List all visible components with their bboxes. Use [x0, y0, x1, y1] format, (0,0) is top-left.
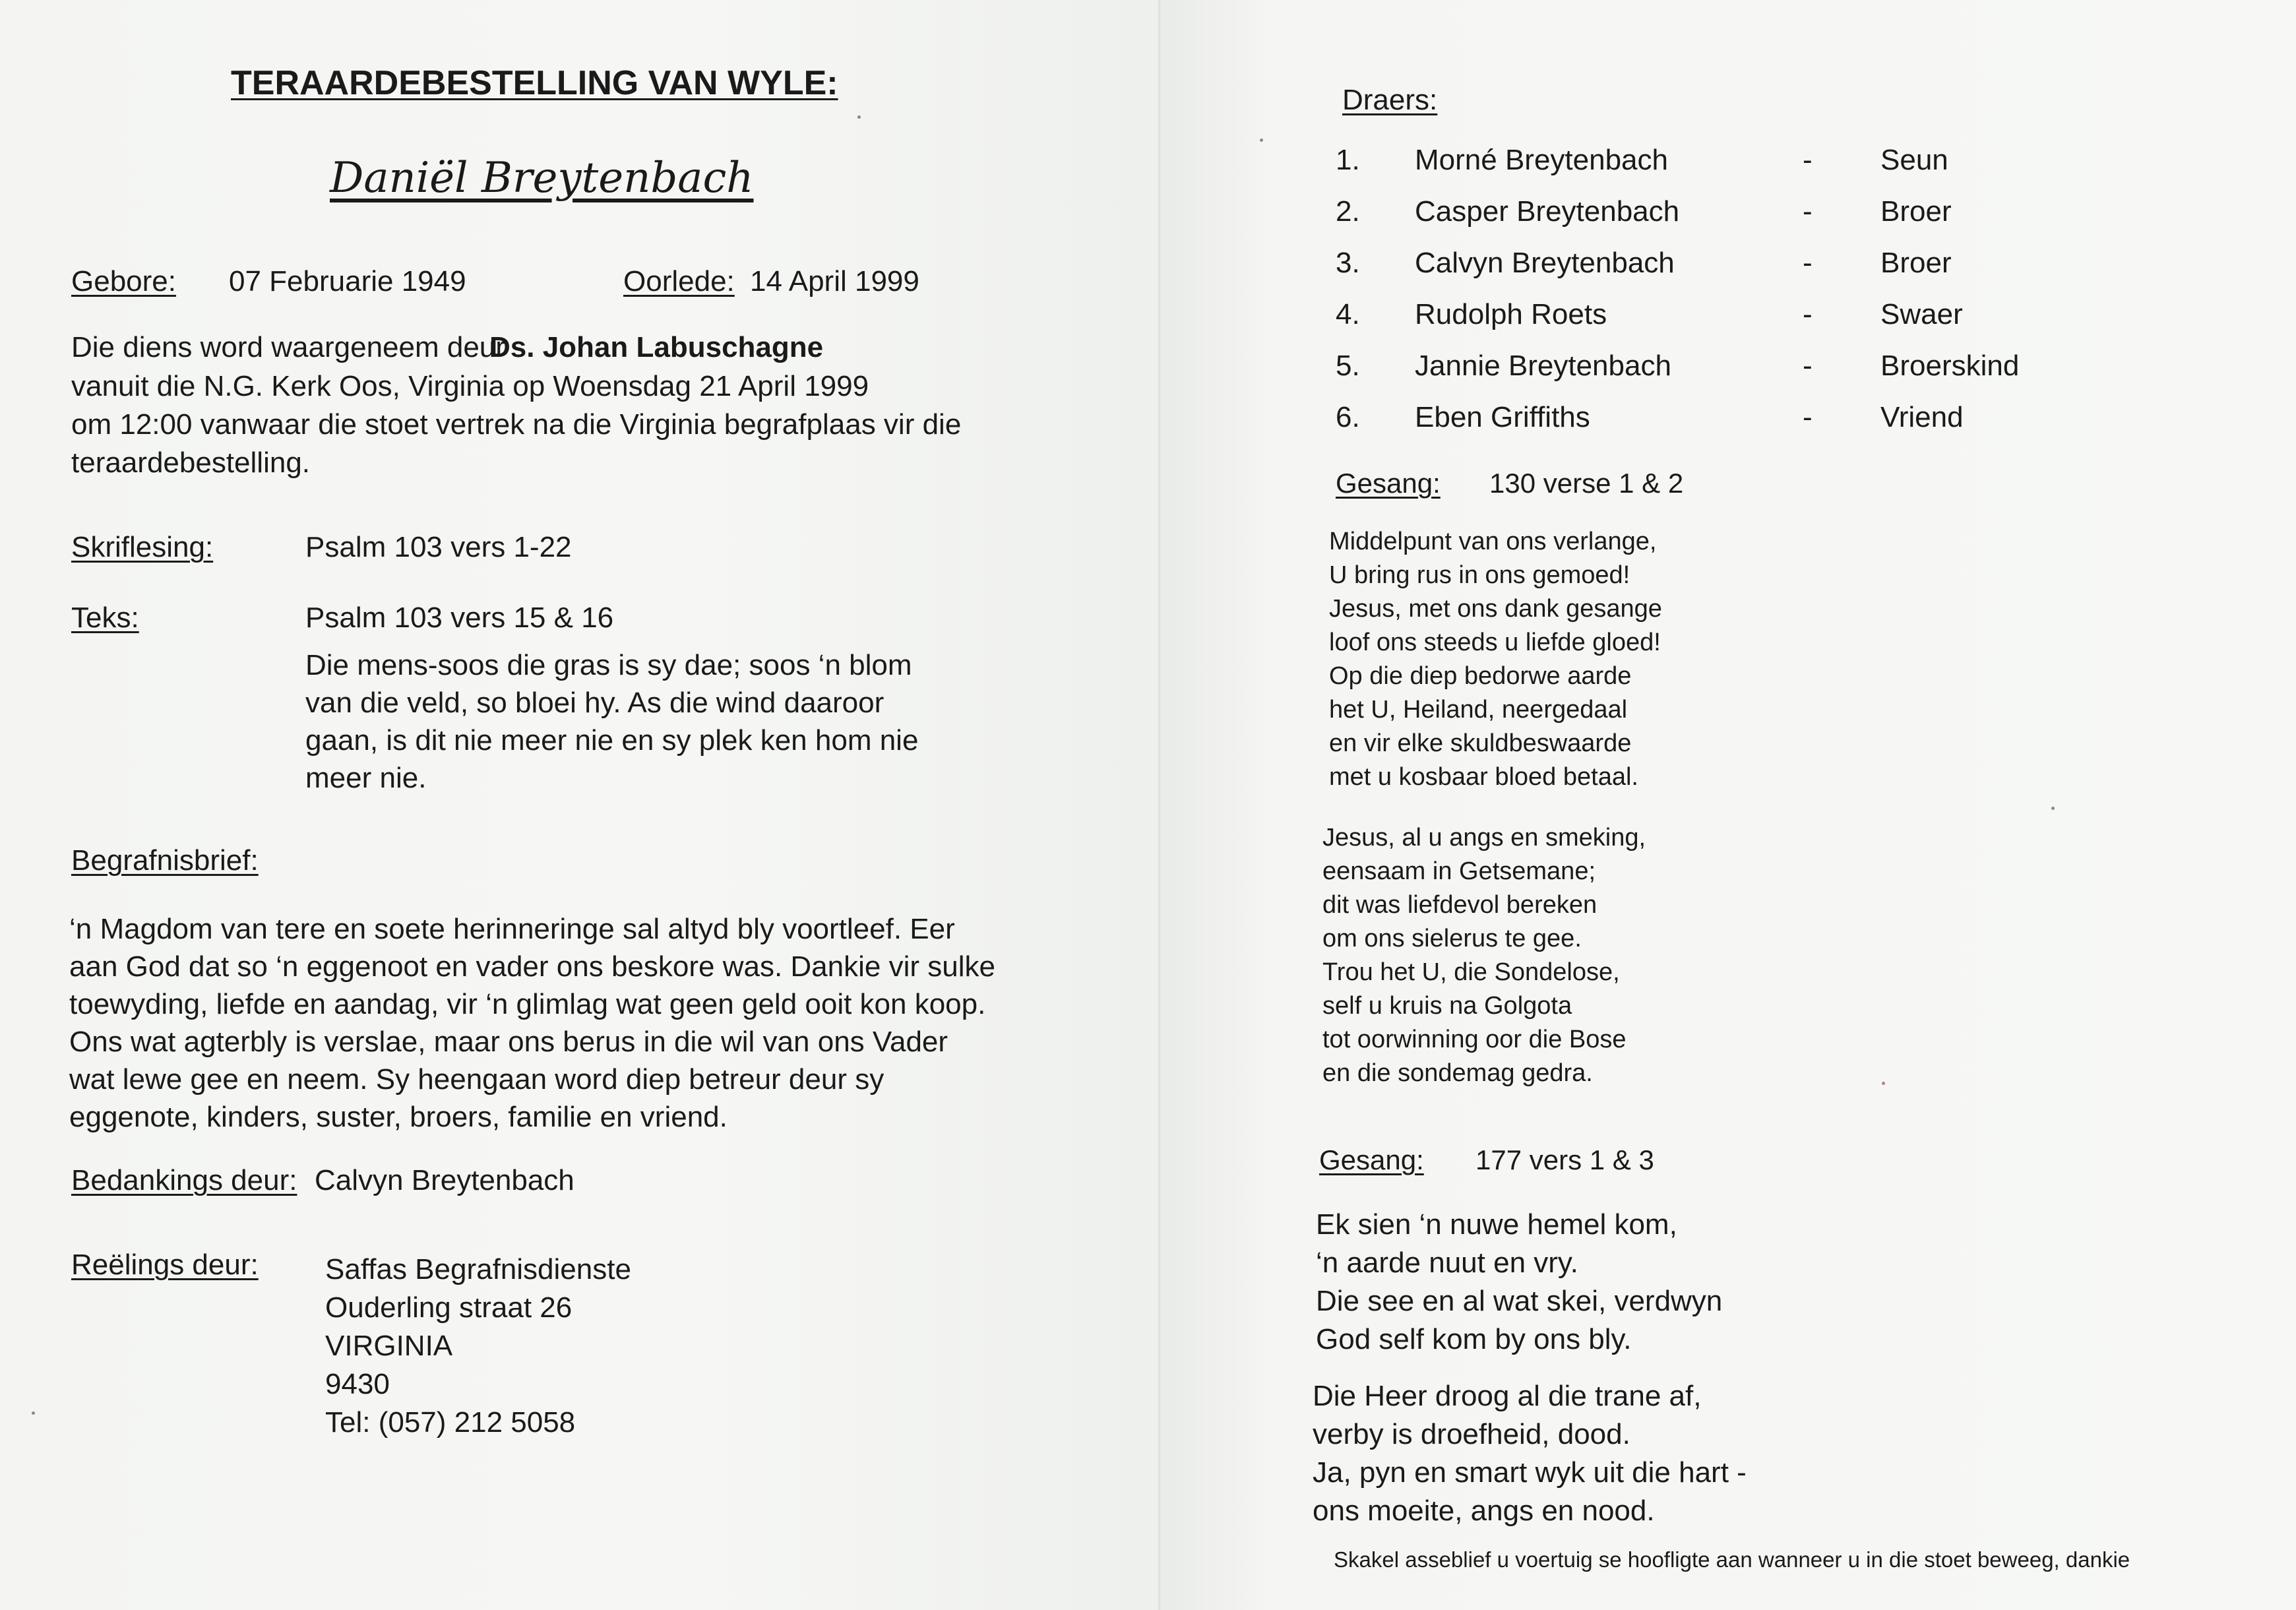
- born-date: 07 Februarie 1949: [229, 265, 466, 297]
- reading-value: Psalm 103 vers 1-22: [305, 531, 572, 563]
- letter-line: wat lewe gee en neem. Sy heengaan word diep betreur deur sy: [69, 1063, 884, 1096]
- text-label: Teks:: [71, 602, 139, 634]
- hymn-line: Die see en al wat skei, verdwyn: [1316, 1285, 1723, 1317]
- hymn-line: Die Heer droog al die trane af,: [1313, 1380, 1702, 1412]
- hymn1-ref: 130 verse 1 & 2: [1489, 468, 1684, 499]
- paper-speck: [1260, 139, 1263, 142]
- hymn-line: loof ons steeds u liefde gloed!: [1329, 629, 1661, 656]
- service-line-4: teraardebestelling.: [71, 447, 311, 479]
- text-value: Psalm 103 vers 15 & 16: [305, 602, 614, 634]
- hymn2-label: Gesang:: [1319, 1144, 1424, 1175]
- hymn2-ref: 177 vers 1 & 3: [1475, 1144, 1654, 1175]
- letter-line: aan God dat so ‘n eggenoot en vader ons beskore was. Dankie vir sulke: [69, 950, 995, 983]
- thanks-label: Bedankings deur:: [71, 1164, 297, 1196]
- letter-line: Ons wat agterbly is verslae, maar ons berus in die wil van ons Vader: [69, 1026, 948, 1058]
- hymn-line: Op die diep bedorwe aarde: [1329, 662, 1632, 690]
- paper-speck: [857, 115, 861, 119]
- arrangements-block: [325, 1251, 631, 1442]
- text-quote-line: Die mens-soos die gras is sy dae; soos ‘n blom: [305, 649, 912, 681]
- service-line-3: om 12:00 vanwaar die stoet vertrek na die Virginia begrafplaas vir die: [71, 408, 962, 441]
- letter-label: Begrafnisbrief:: [71, 844, 259, 877]
- hymn-line: het U, Heiland, neergedaal: [1329, 696, 1628, 724]
- hymn-line: Middelpunt van ons verlange,: [1329, 528, 1657, 555]
- bearers-label: Draers:: [1342, 84, 1438, 116]
- text-quote: [305, 646, 918, 797]
- text-quote-line: gaan, is dit nie meer nie en sy plek ken hom nie: [305, 724, 919, 757]
- text-quote-line: meer nie.: [305, 762, 427, 794]
- document-title: TERAARDEBESTELLING VAN WYLE:: [231, 64, 838, 102]
- hymn1-label: Gesang:: [1336, 468, 1441, 499]
- hymn1-verse2: [1322, 821, 1646, 1090]
- text-quote-line: van die veld, so bloei hy. As die wind daaroor: [305, 687, 884, 719]
- footnote: Skakel asseblief u voertuig se hoofligte aan wanneer u in die stoet beweeg, dankie: [1334, 1547, 2130, 1572]
- hymn-line: Trou het U, die Sondelose,: [1322, 958, 1620, 986]
- deceased-name: Daniël Breytenbach: [330, 154, 754, 202]
- hymn-line: U bring rus in ons gemoed!: [1329, 561, 1630, 589]
- arrangements-label: Reëlings deur:: [71, 1249, 259, 1281]
- paper-speck: [2051, 807, 2055, 810]
- hymn-line: God self kom by ons bly.: [1316, 1323, 1632, 1355]
- hymn-line: om ons sielerus te gee.: [1322, 925, 1582, 952]
- hymn1-verse1: [1329, 525, 1662, 794]
- officiant-name: Ds. Johan Labuschagne: [489, 331, 824, 363]
- hymn-line: ons moeite, angs en nood.: [1313, 1495, 1655, 1527]
- hymn2-verse2: [1313, 1377, 1747, 1530]
- letter-line: toewyding, liefde en aandag, vir ‘n glimlag wat geen geld ooit kon koop.: [69, 988, 986, 1020]
- hymn-line: met u kosbaar bloed betaal.: [1329, 763, 1638, 791]
- address-town: VIRGINIA: [325, 1330, 453, 1362]
- reading-label: Skriflesing:: [71, 531, 214, 563]
- letter-line: ‘n Magdom van tere en soete herinneringe sal altyd bly voortleef. Eer: [69, 913, 955, 945]
- page-fold: [1158, 0, 1162, 1610]
- hymn-line: dit was liefdevol bereken: [1322, 891, 1598, 919]
- died-date: 14 April 1999: [750, 265, 919, 297]
- hymn-line: Ek sien ‘n nuwe hemel kom,: [1316, 1208, 1677, 1241]
- bearers-list: 1. Morné Breytenbach - Seun 2. Casper Breytenbach - Broer 3. Calvyn Breytenbach - Broer 4. Rudolph Roets - Swaer 5. Jannie Breytenbach - Broerskind 6. Eben Griffiths - Vriend: [1336, 144, 2020, 433]
- hymn2-verse1: [1316, 1206, 1722, 1359]
- died-label: Oorlede:: [623, 265, 735, 297]
- hymn-line: Jesus, al u angs en smeking,: [1322, 824, 1646, 851]
- hymn-line: en die sondemag gedra.: [1322, 1059, 1593, 1087]
- funeral-home-name: Saffas Begrafnisdienste: [325, 1253, 631, 1285]
- hymn-line: verby is droefheid, dood.: [1313, 1418, 1630, 1450]
- hymn-line: eensaam in Getsemane;: [1322, 857, 1596, 885]
- address-phone: Tel: (057) 212 5058: [325, 1406, 576, 1439]
- paper-speck: [1882, 1082, 1885, 1085]
- hymn-line: self u kruis na Golgota: [1322, 992, 1572, 1020]
- hymn-line: Jesus, met ons dank gesange: [1329, 595, 1662, 623]
- hymn-line: en vir elke skuldbeswaarde: [1329, 729, 1632, 757]
- paper-speck: [32, 1411, 35, 1415]
- hymn-line: ‘n aarde nuut en vry.: [1316, 1247, 1578, 1279]
- address-street: Ouderling straat 26: [325, 1291, 573, 1324]
- service-intro: Die diens word waargeneem deur: [71, 331, 505, 363]
- hymn-line: Ja, pyn en smart wyk uit die hart -: [1313, 1456, 1747, 1489]
- thanks-value: Calvyn Breytenbach: [315, 1164, 574, 1196]
- letter-line: eggenote, kinders, suster, broers, familie en vriend.: [69, 1101, 728, 1133]
- hymn-line: tot oorwinning oor die Bose: [1322, 1026, 1627, 1053]
- service-line-2: vanuit die N.G. Kerk Oos, Virginia op Woensdag 21 April 1999: [71, 370, 869, 402]
- letter-body: [69, 910, 995, 1136]
- address-postcode: 9430: [325, 1368, 390, 1400]
- born-label: Gebore:: [71, 265, 176, 297]
